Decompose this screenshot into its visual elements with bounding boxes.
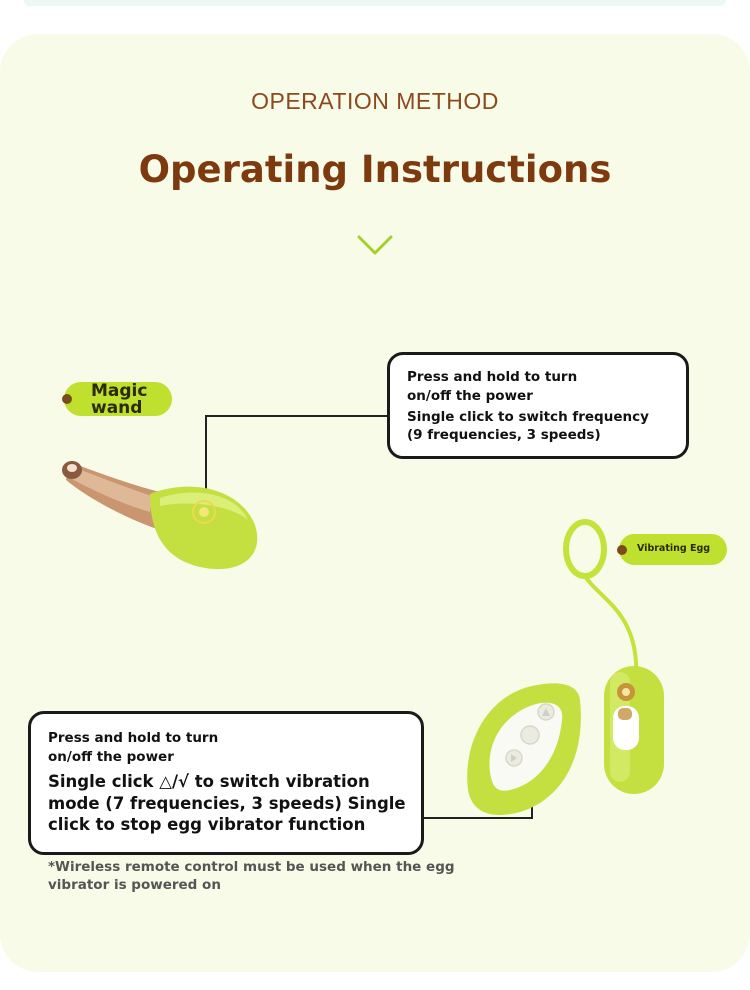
callout-line: Single click to switch frequency (407, 409, 649, 425)
label-dot (617, 545, 627, 555)
wand-connector-line (206, 416, 387, 500)
footnote-line: *Wireless remote control must be used when the egg (48, 859, 455, 875)
magic-wand-label-line1: Magic (91, 381, 148, 401)
wand-instructions-callout (387, 352, 689, 459)
callout-line: (9 frequencies, 3 speeds) (407, 427, 601, 443)
magic-wand-label-text (91, 383, 147, 417)
callout-line: on/off the power (407, 388, 533, 404)
vibrating-egg-label-text: Vibrating Egg (637, 543, 711, 554)
remote-control-image (467, 683, 581, 815)
footnote (48, 858, 455, 894)
magic-wand-image (62, 461, 257, 569)
label-dot (62, 394, 72, 404)
callout-line: Single click △/√ to switch vibration (48, 772, 370, 791)
magic-wand-label-line2: wand (91, 398, 143, 418)
page-title: Operating Instructions (138, 148, 612, 191)
vibrating-egg-label (619, 534, 727, 565)
section-eyebrow: OPERATION METHOD (251, 88, 499, 114)
footnote-line: vibrator is powered on (48, 877, 221, 893)
callout-line: click to stop egg vibrator function (48, 815, 366, 834)
callout-line: Press and hold to turn (48, 730, 219, 746)
callout-line: on/off the power (48, 749, 174, 765)
callout-line: Press and hold to turn (407, 369, 578, 385)
callout-line: mode (7 frequencies, 3 speeds) Single (48, 794, 406, 813)
egg-instructions-callout (28, 711, 424, 855)
magic-wand-label (64, 382, 172, 416)
